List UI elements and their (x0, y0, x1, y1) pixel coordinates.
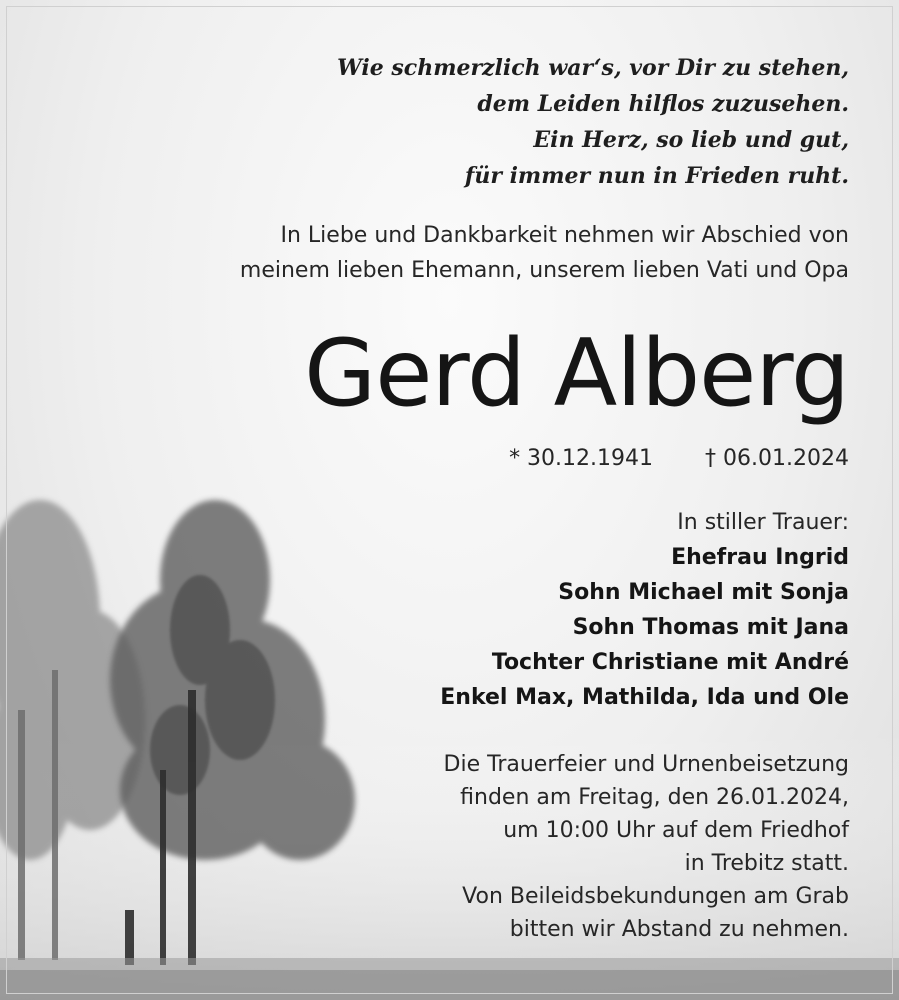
funeral-info (444, 748, 849, 946)
info-line: um 10:00 Uhr auf dem Friedhof (503, 818, 849, 843)
info-line: Die Trauerfeier und Urnenbeisetzung (443, 752, 849, 777)
memorial-poem (337, 50, 849, 194)
birth-date: * 30.12.1941 (509, 446, 654, 471)
intro-line: In Liebe und Dankbarkeit nehmen wir Abschied von (280, 223, 849, 248)
info-line: finden am Freitag, den 26.01.2024, (460, 785, 849, 810)
mourners-heading: In stiller Trauer: (677, 510, 849, 535)
mourner-item: Ehefrau Ingrid (671, 545, 849, 570)
poem-line: Ein Herz, so lieb und gut, (533, 127, 849, 153)
info-line: in Trebitz statt. (684, 851, 849, 876)
deceased-name: Gerd Alberg (304, 319, 849, 427)
poem-line: für immer nun in Frieden ruht. (464, 163, 849, 189)
farewell-intro (240, 218, 849, 288)
mourner-item: Enkel Max, Mathilda, Ida und Ole (440, 685, 849, 710)
mourner-item: Sohn Thomas mit Jana (572, 615, 849, 640)
intro-line: meinem lieben Ehemann, unserem lieben Vati und Opa (239, 258, 849, 283)
info-line: bitten wir Abstand zu nehmen. (509, 917, 849, 942)
mourners-list (440, 540, 849, 715)
info-line: Von Beileidsbekundungen am Grab (462, 884, 849, 909)
mourner-item: Tochter Christiane mit André (491, 650, 849, 675)
death-date: † 06.01.2024 (705, 446, 849, 471)
poem-line: dem Leiden hilflos zuzusehen. (477, 91, 849, 117)
mourner-item: Sohn Michael mit Sonja (558, 580, 849, 605)
life-dates (509, 444, 849, 474)
poem-line: Wie schmerzlich war‘s, vor Dir zu stehen, (337, 55, 849, 81)
